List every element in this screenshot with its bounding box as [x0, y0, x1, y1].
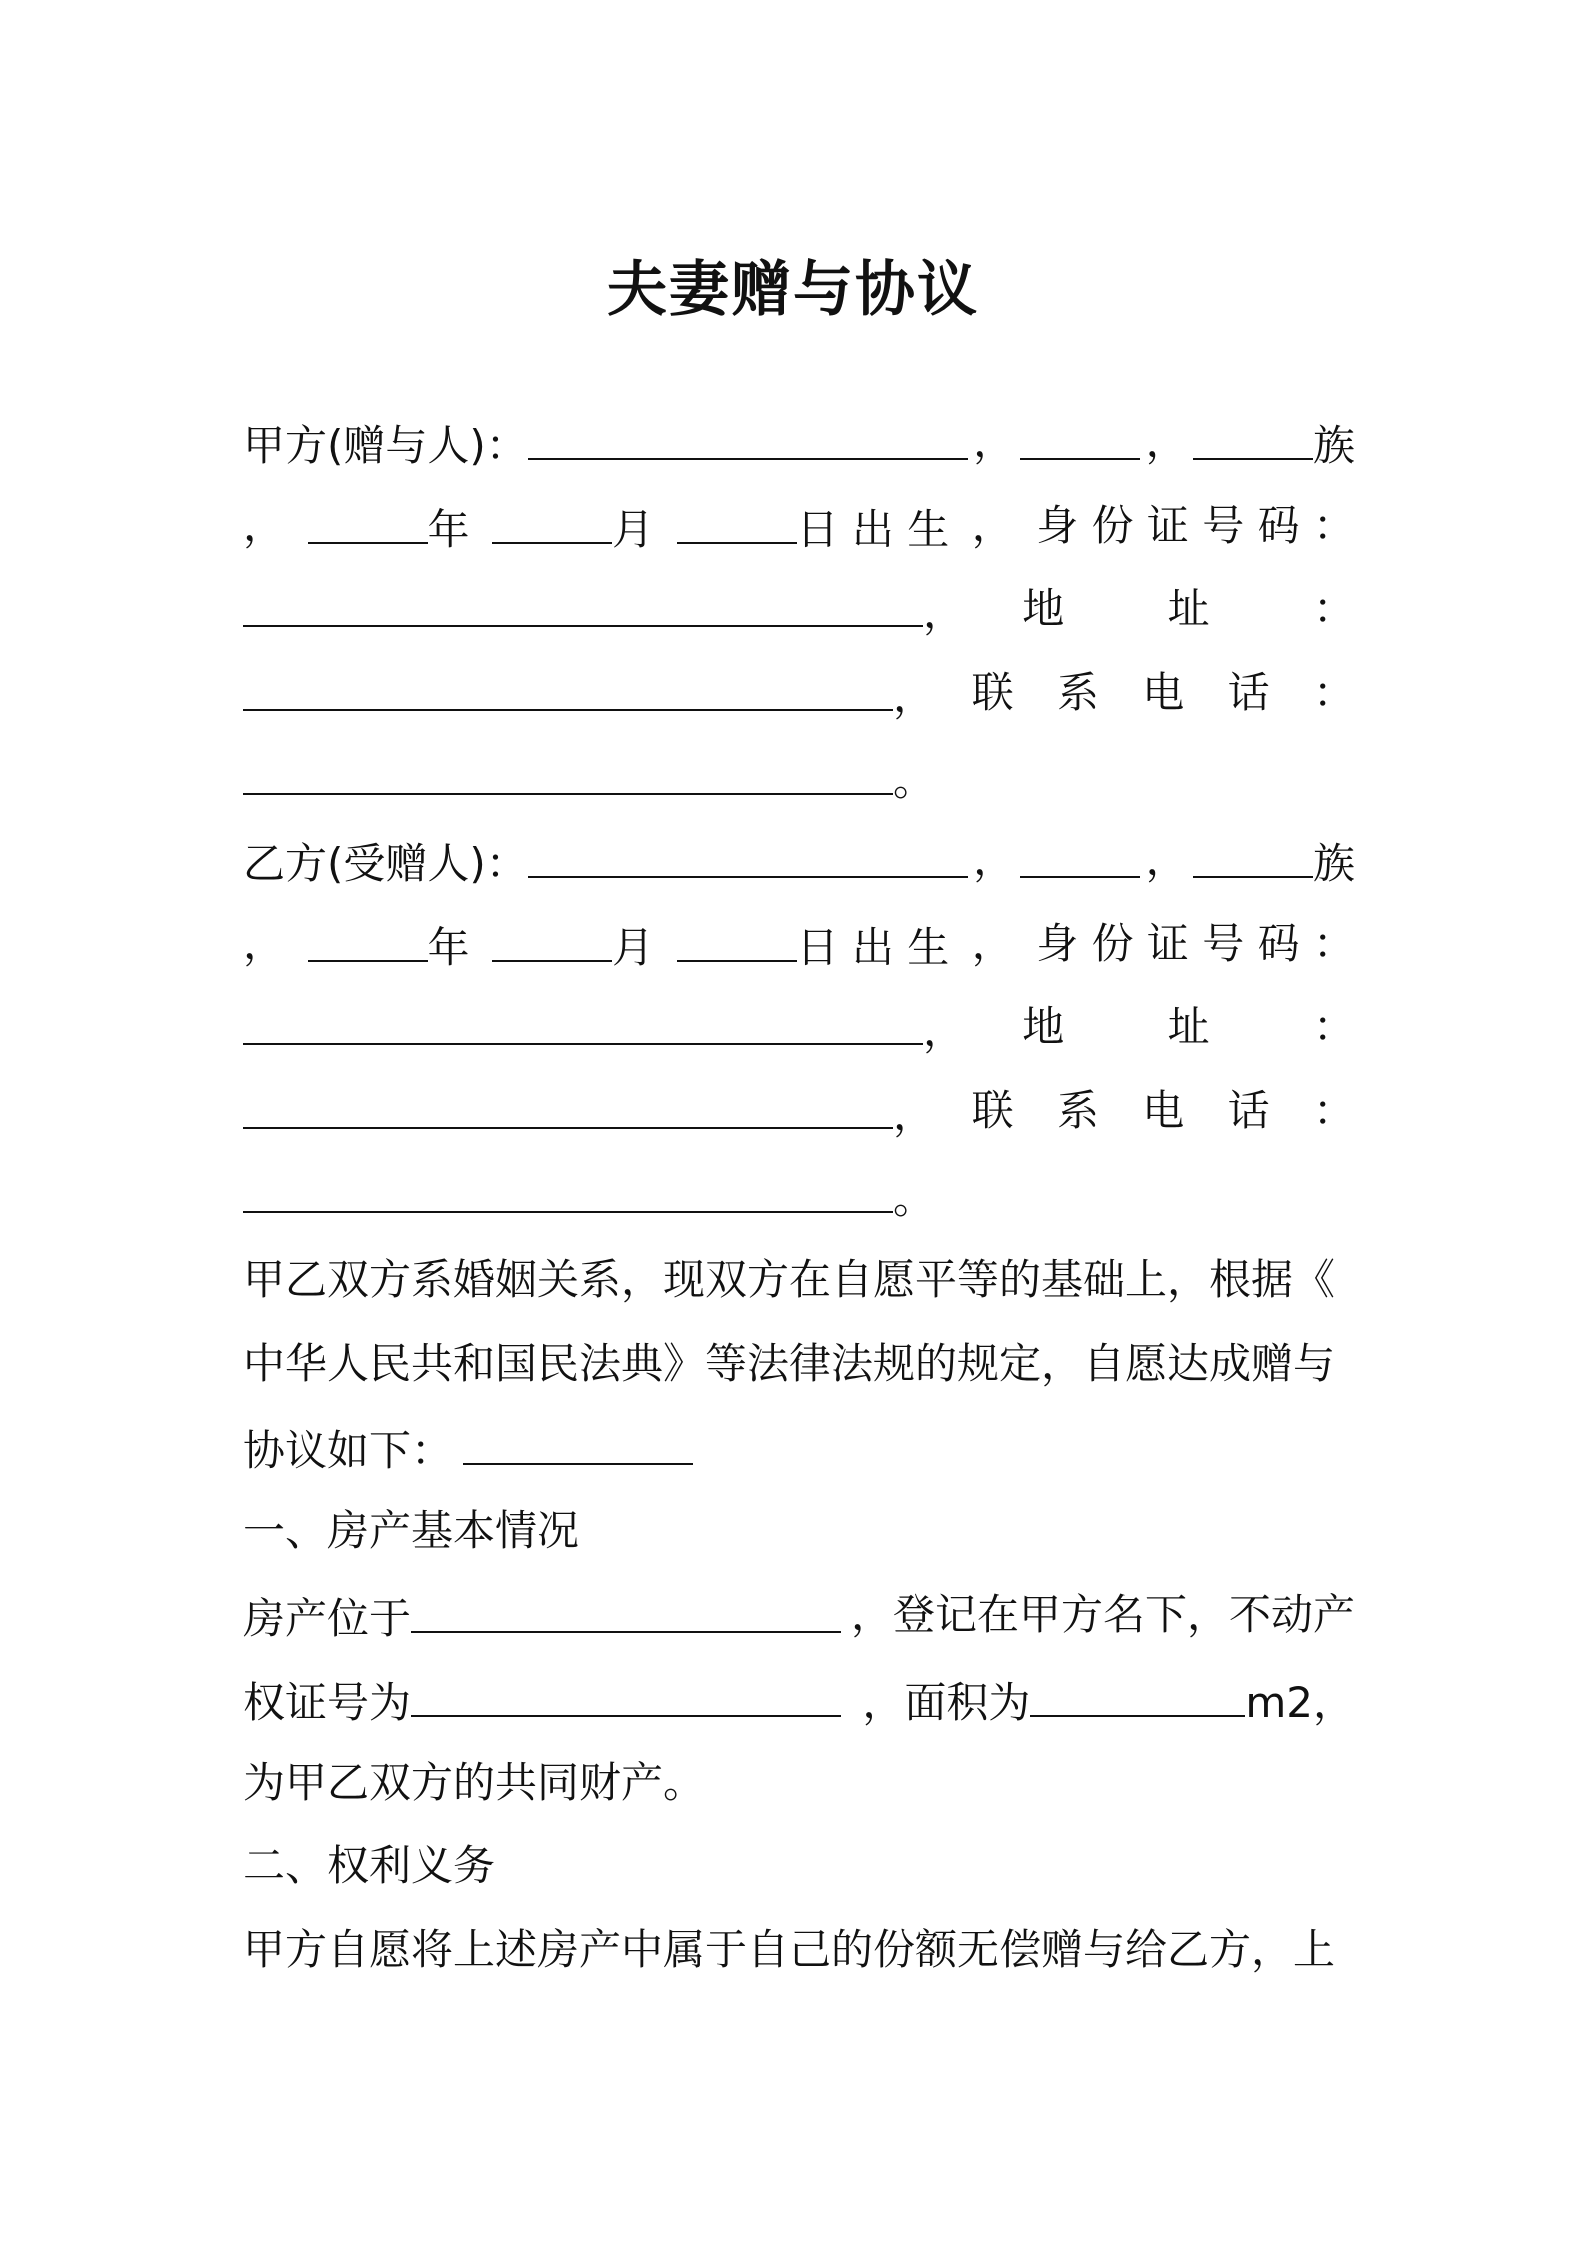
party-b-line-2	[243, 914, 1355, 978]
comma: ，	[243, 919, 286, 968]
address-label: 地 址 ：	[1022, 584, 1355, 633]
party-b-label: 乙方(受赠人)：	[243, 839, 528, 888]
s1-line2-c: m2，	[1245, 1678, 1355, 1727]
party-a-address-blank[interactable]	[243, 663, 893, 711]
intro-line-3	[243, 1417, 1355, 1481]
property-location-blank[interactable]	[411, 1585, 841, 1633]
party-a-month-blank[interactable]	[492, 496, 612, 544]
party-a-line-1	[243, 412, 1355, 476]
intro-blank[interactable]	[463, 1417, 693, 1465]
party-b-month-blank[interactable]	[492, 914, 612, 962]
section-1-line-2	[243, 1669, 1355, 1733]
comma: ，	[971, 501, 1014, 550]
s1-line2-b: ，面积为	[862, 1678, 1031, 1727]
party-a-line-4	[243, 663, 1355, 727]
day-born-label: 日 出 生	[796, 505, 950, 554]
section-1-line-3: 为甲乙双方的共同财产。	[243, 1758, 706, 1807]
party-b-line-1	[243, 830, 1355, 894]
period: 。	[893, 756, 936, 805]
period: 。	[893, 1174, 936, 1223]
day-born-label: 日 出 生	[796, 923, 950, 972]
month-label: 月	[612, 923, 655, 972]
phone-label: 联 系 电 话 ：	[971, 1086, 1355, 1135]
party-a-gender-blank[interactable]	[1020, 412, 1140, 460]
party-a-ethnic-blank[interactable]	[1193, 412, 1313, 460]
comma: ，	[923, 588, 966, 637]
area-blank[interactable]	[1030, 1669, 1245, 1717]
comma: ，	[243, 501, 286, 550]
s1-line2-a: 权证号为	[243, 1678, 412, 1727]
comma: ，	[923, 1006, 966, 1055]
year-label: 年	[427, 505, 470, 554]
party-a-year-blank[interactable]	[308, 496, 428, 544]
comma: ，	[1145, 417, 1188, 466]
party-b-year-blank[interactable]	[308, 914, 428, 962]
id-label: 身 份 证 号 码 ：	[1036, 919, 1355, 968]
intro-line-2: 中华人民共和国民法典》等法律法规的规定，自愿达成赠与	[243, 1339, 1336, 1388]
party-b-day-blank[interactable]	[677, 914, 797, 962]
year-label: 年	[427, 923, 470, 972]
certificate-number-blank[interactable]	[411, 1669, 841, 1717]
party-b-id-blank[interactable]	[243, 997, 923, 1045]
party-b-line-5	[243, 1165, 1355, 1229]
party-b-name-blank[interactable]	[528, 830, 968, 878]
comma: ，	[971, 919, 1014, 968]
section-2-heading: 二、权利义务	[243, 1841, 496, 1890]
phone-label: 联 系 电 话 ：	[971, 668, 1355, 717]
party-a-phone-blank[interactable]	[243, 747, 893, 795]
s1-line1-a: 房产位于	[243, 1594, 412, 1643]
party-a-day-blank[interactable]	[677, 496, 797, 544]
party-a-id-blank[interactable]	[243, 579, 923, 627]
address-label: 地 址 ：	[1022, 1002, 1355, 1051]
party-b-line-4	[243, 1081, 1355, 1145]
section-1-line-1	[243, 1585, 1355, 1649]
party-b-gender-blank[interactable]	[1020, 830, 1140, 878]
comma: ，	[893, 672, 936, 721]
document-title: 夫妻赠与协议	[607, 255, 979, 325]
intro-line-3-text: 协议如下：	[243, 1426, 454, 1475]
ethnic-label: 族	[1312, 839, 1355, 888]
party-b-ethnic-blank[interactable]	[1193, 830, 1313, 878]
party-a-line-3	[243, 579, 1355, 643]
section-1-heading: 一、房产基本情况	[243, 1506, 580, 1555]
comma: ，	[1145, 835, 1188, 884]
party-a-line-5	[243, 747, 1355, 811]
intro-line-1: 甲乙双方系婚姻关系，现双方在自愿平等的基础上，根据《	[243, 1255, 1336, 1304]
comma: ，	[973, 417, 1016, 466]
party-a-label: 甲方(赠与人)：	[243, 421, 528, 470]
comma: ，	[973, 835, 1016, 884]
comma: ，	[893, 1090, 936, 1139]
party-b-address-blank[interactable]	[243, 1081, 893, 1129]
party-b-phone-blank[interactable]	[243, 1165, 893, 1213]
s1-line1-b: ，登记在甲方名下，不动产	[850, 1590, 1355, 1639]
party-a-line-2	[243, 496, 1355, 560]
party-a-name-blank[interactable]	[528, 412, 968, 460]
party-b-line-3	[243, 997, 1355, 1061]
section-2-line-1: 甲方自愿将上述房产中属于自己的份额无偿赠与给乙方，上	[243, 1925, 1336, 1974]
ethnic-label: 族	[1312, 421, 1355, 470]
id-label: 身 份 证 号 码 ：	[1036, 501, 1355, 550]
month-label: 月	[612, 505, 655, 554]
